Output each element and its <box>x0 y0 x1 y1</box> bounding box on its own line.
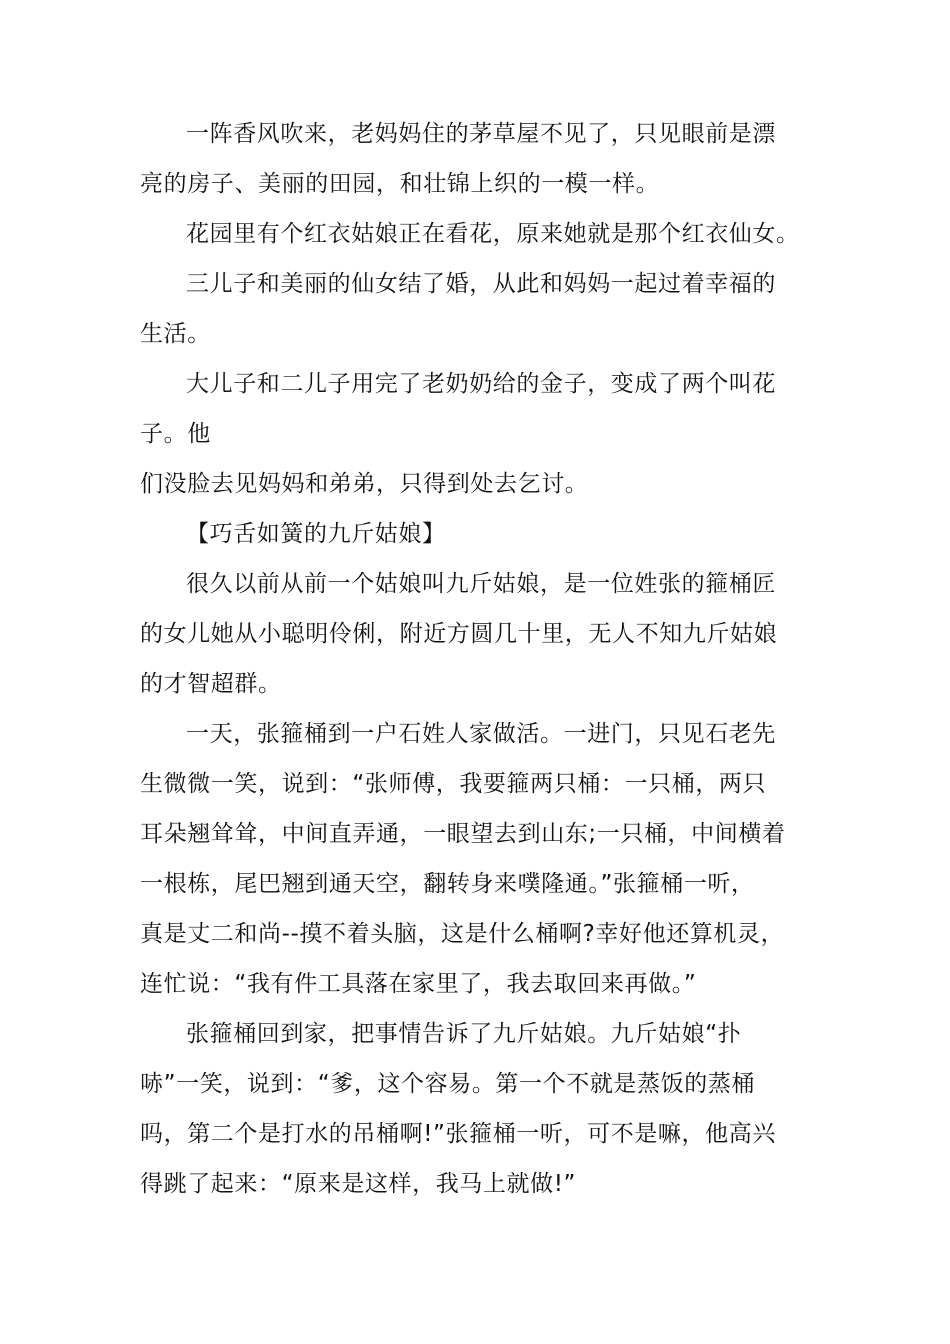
text-line: 的才智超群。 <box>140 671 282 697</box>
text-line: 生活。 <box>140 321 211 347</box>
text-line: 子。他 <box>140 421 211 447</box>
text-line: 得跳了起来：“原来是这样，我马上就做!” <box>140 1171 577 1197</box>
text-line: 吗，第二个是打水的吊桶啊!”张箍桶一听，可不是嘛，他高兴 <box>140 1121 776 1147</box>
text-line: 一阵香风吹来，老妈妈住的茅草屋不见了，只见眼前是漂 <box>186 121 776 147</box>
text-line: 亮的房子、美丽的田园，和壮锦上织的一模一样。 <box>140 171 660 197</box>
text-line: 真是丈二和尚--摸不着头脑，这是什么桶啊?幸好他还算机灵， <box>140 921 785 947</box>
text-line: 生微微一笑，说到：“张师傅，我要箍两只桶：一只桶，两只 <box>140 771 767 797</box>
text-line: 的女儿她从小聪明伶俐，附近方圆几十里，无人不知九斤姑娘 <box>140 621 778 647</box>
text-line: 很久以前从前一个姑娘叫九斤姑娘，是一位姓张的箍桶匠 <box>186 571 776 597</box>
text-line: 张箍桶回到家，把事情告诉了九斤姑娘。九斤姑娘“扑 <box>186 1021 742 1047</box>
text-line: 连忙说：“我有件工具落在家里了，我去取回来再做。” <box>140 971 697 997</box>
text-line: 们没脸去见妈妈和弟弟，只得到处去乞讨。 <box>140 471 589 497</box>
text-line: 一根栋，尾巴翘到通天空，翻转身来噗隆通。”张箍桶一听， <box>140 871 755 897</box>
text-line: 哧”一笑，说到：“爹，这个容易。第一个不就是蒸饭的蒸桶 <box>140 1071 756 1097</box>
text-line: 三儿子和美丽的仙女结了婚，从此和妈妈一起过着幸福的 <box>186 271 776 297</box>
text-line: 耳朵翘耸耸，中间直弄通，一眼望去到山东;一只桶，中间横着 <box>140 821 786 847</box>
section-heading: 【巧舌如簧的九斤姑娘】 <box>186 521 446 547</box>
text-line: 大儿子和二儿子用完了老奶奶给的金子，变成了两个叫花 <box>186 371 776 397</box>
text-line: 花园里有个红衣姑娘正在看花，原来她就是那个红衣仙女。 <box>186 221 800 247</box>
text-line: 一天，张箍桶到一户石姓人家做活。一进门，只见石老先 <box>186 721 776 747</box>
